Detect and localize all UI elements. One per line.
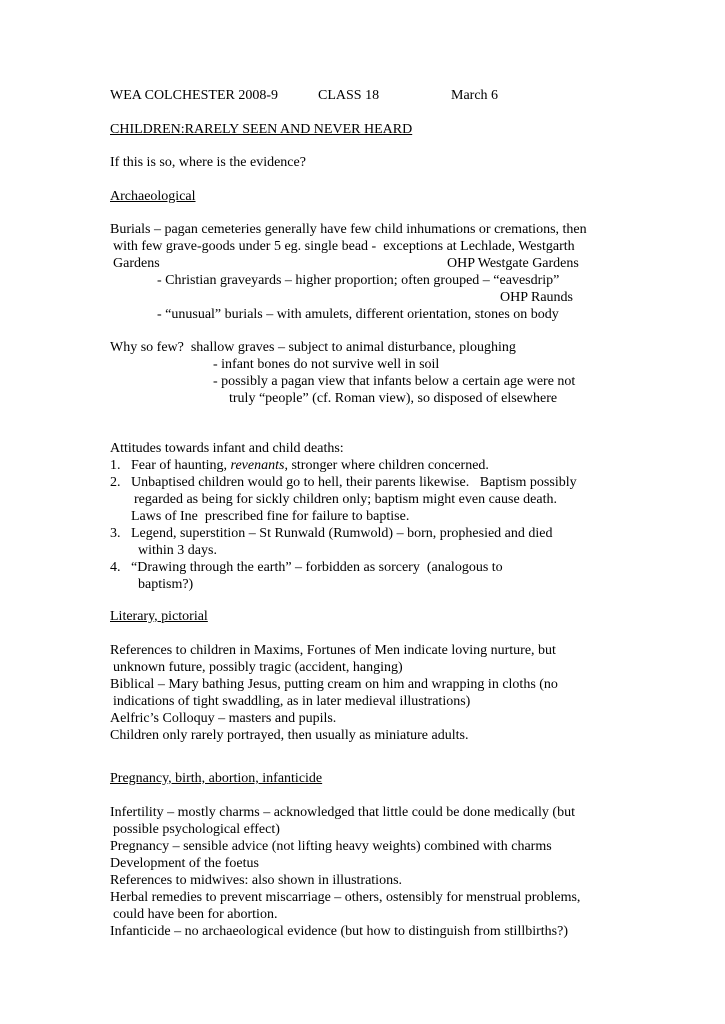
attitudes-item-2-line-2: regarded as being for sickly children only; baptism might even cause death. <box>134 492 557 507</box>
attitudes-item-3-line-2: within 3 days. <box>138 543 217 558</box>
why-so-few-line-1: Why so few? shallow graves – subject to animal disturbance, ploughing <box>110 340 516 355</box>
pregnancy-line-2: possible psychological effect) <box>113 822 280 837</box>
ohp-westgate-gardens: OHP Westgate Gardens <box>447 256 579 271</box>
revenants-italic: revenants <box>230 458 285 473</box>
attitudes-item-1-text-a: Fear of haunting, <box>131 458 231 473</box>
why-so-few-line-3: - possibly a pagan view that infants below a certain age were not <box>213 374 576 389</box>
attitudes-item-4-line-1: “Drawing through the earth” – forbidden as sorcery (analogous to <box>131 560 503 575</box>
burials-line-2: with few grave-goods under 5 eg. single bead - exceptions at Lechlade, Westgarth <box>113 239 575 254</box>
pregnancy-line-3: Pregnancy – sensible advice (not lifting heavy weights) combined with charms <box>110 839 552 854</box>
pregnancy-line-7: could have been for abortion. <box>113 907 278 922</box>
attitudes-item-2-line-3: Laws of Ine prescribed fine for failure to baptise. <box>131 509 410 524</box>
attitudes-item-2-number: 2. <box>110 475 121 490</box>
literary-line-4: indications of tight swaddling, as in later medieval illustrations) <box>113 694 471 709</box>
attitudes-item-1-number: 1. <box>110 458 121 473</box>
why-so-few-line-4: truly “people” (cf. Roman view), so disposed of elsewhere <box>229 391 558 406</box>
attitudes-item-4-number: 4. <box>110 560 121 575</box>
pregnancy-line-6: Herbal remedies to prevent miscarriage – others, ostensibly for menstrual problems, <box>110 890 581 905</box>
literary-line-1: References to children in Maxims, Fortunes of Men indicate loving nurture, but <box>110 643 556 658</box>
burials-line-3: Gardens <box>113 256 160 271</box>
attitudes-item-3-number: 3. <box>110 526 121 541</box>
attitudes-item-4-line-2: baptism?) <box>138 577 194 592</box>
literary-line-2: unknown future, possibly tragic (accident, hanging) <box>113 660 403 675</box>
attitudes-item-1 <box>131 457 489 474</box>
section-heading-archaeological: Archaeological <box>110 189 196 204</box>
document-title: CHILDREN:RARELY SEEN AND NEVER HEARD <box>110 122 413 137</box>
pregnancy-line-8: Infanticide – no archaeological evidence (but how to distinguish from stillbirths?) <box>110 924 568 939</box>
attitudes-item-3-line-1: Legend, superstition – St Runwald (Rumwold) – born, prophesied and died <box>131 526 553 541</box>
christian-graveyards-line: - Christian graveyards – higher proportion; often grouped – “eavesdrip” <box>157 273 560 288</box>
header-org: WEA COLCHESTER 2008-9 <box>110 88 278 103</box>
literary-line-5: Aelfric’s Colloquy – masters and pupils. <box>110 711 337 726</box>
header-date: March 6 <box>451 88 499 103</box>
attitudes-item-2-line-1: Unbaptised children would go to hell, their parents likewise. Baptism possibly <box>131 475 577 490</box>
attitudes-heading: Attitudes towards infant and child deaths: <box>110 441 344 456</box>
literary-line-6: Children only rarely portrayed, then usually as miniature adults. <box>110 728 469 743</box>
pregnancy-line-5: References to midwives: also shown in illustrations. <box>110 873 403 888</box>
why-so-few-line-2: - infant bones do not survive well in soil <box>213 357 440 372</box>
pregnancy-line-1: Infertility – mostly charms – acknowledged that little could be done medically (but <box>110 805 575 820</box>
section-heading-pregnancy: Pregnancy, birth, abortion, infanticide <box>110 771 323 786</box>
ohp-raunds: OHP Raunds <box>500 290 573 305</box>
intro-question: If this is so, where is the evidence? <box>110 155 306 170</box>
burials-line-1: Burials – pagan cemeteries generally have few child inhumations or cremations, then <box>110 222 587 237</box>
attitudes-item-1-text-b: , stronger where children concerned. <box>284 458 489 473</box>
section-heading-literary: Literary, pictorial <box>110 609 208 624</box>
literary-line-3: Biblical – Mary bathing Jesus, putting cream on him and wrapping in cloths (no <box>110 677 558 692</box>
pregnancy-line-4: Development of the foetus <box>110 856 259 871</box>
header-class: CLASS 18 <box>318 88 380 103</box>
unusual-burials-line: - “unusual” burials – with amulets, different orientation, stones on body <box>157 307 559 322</box>
